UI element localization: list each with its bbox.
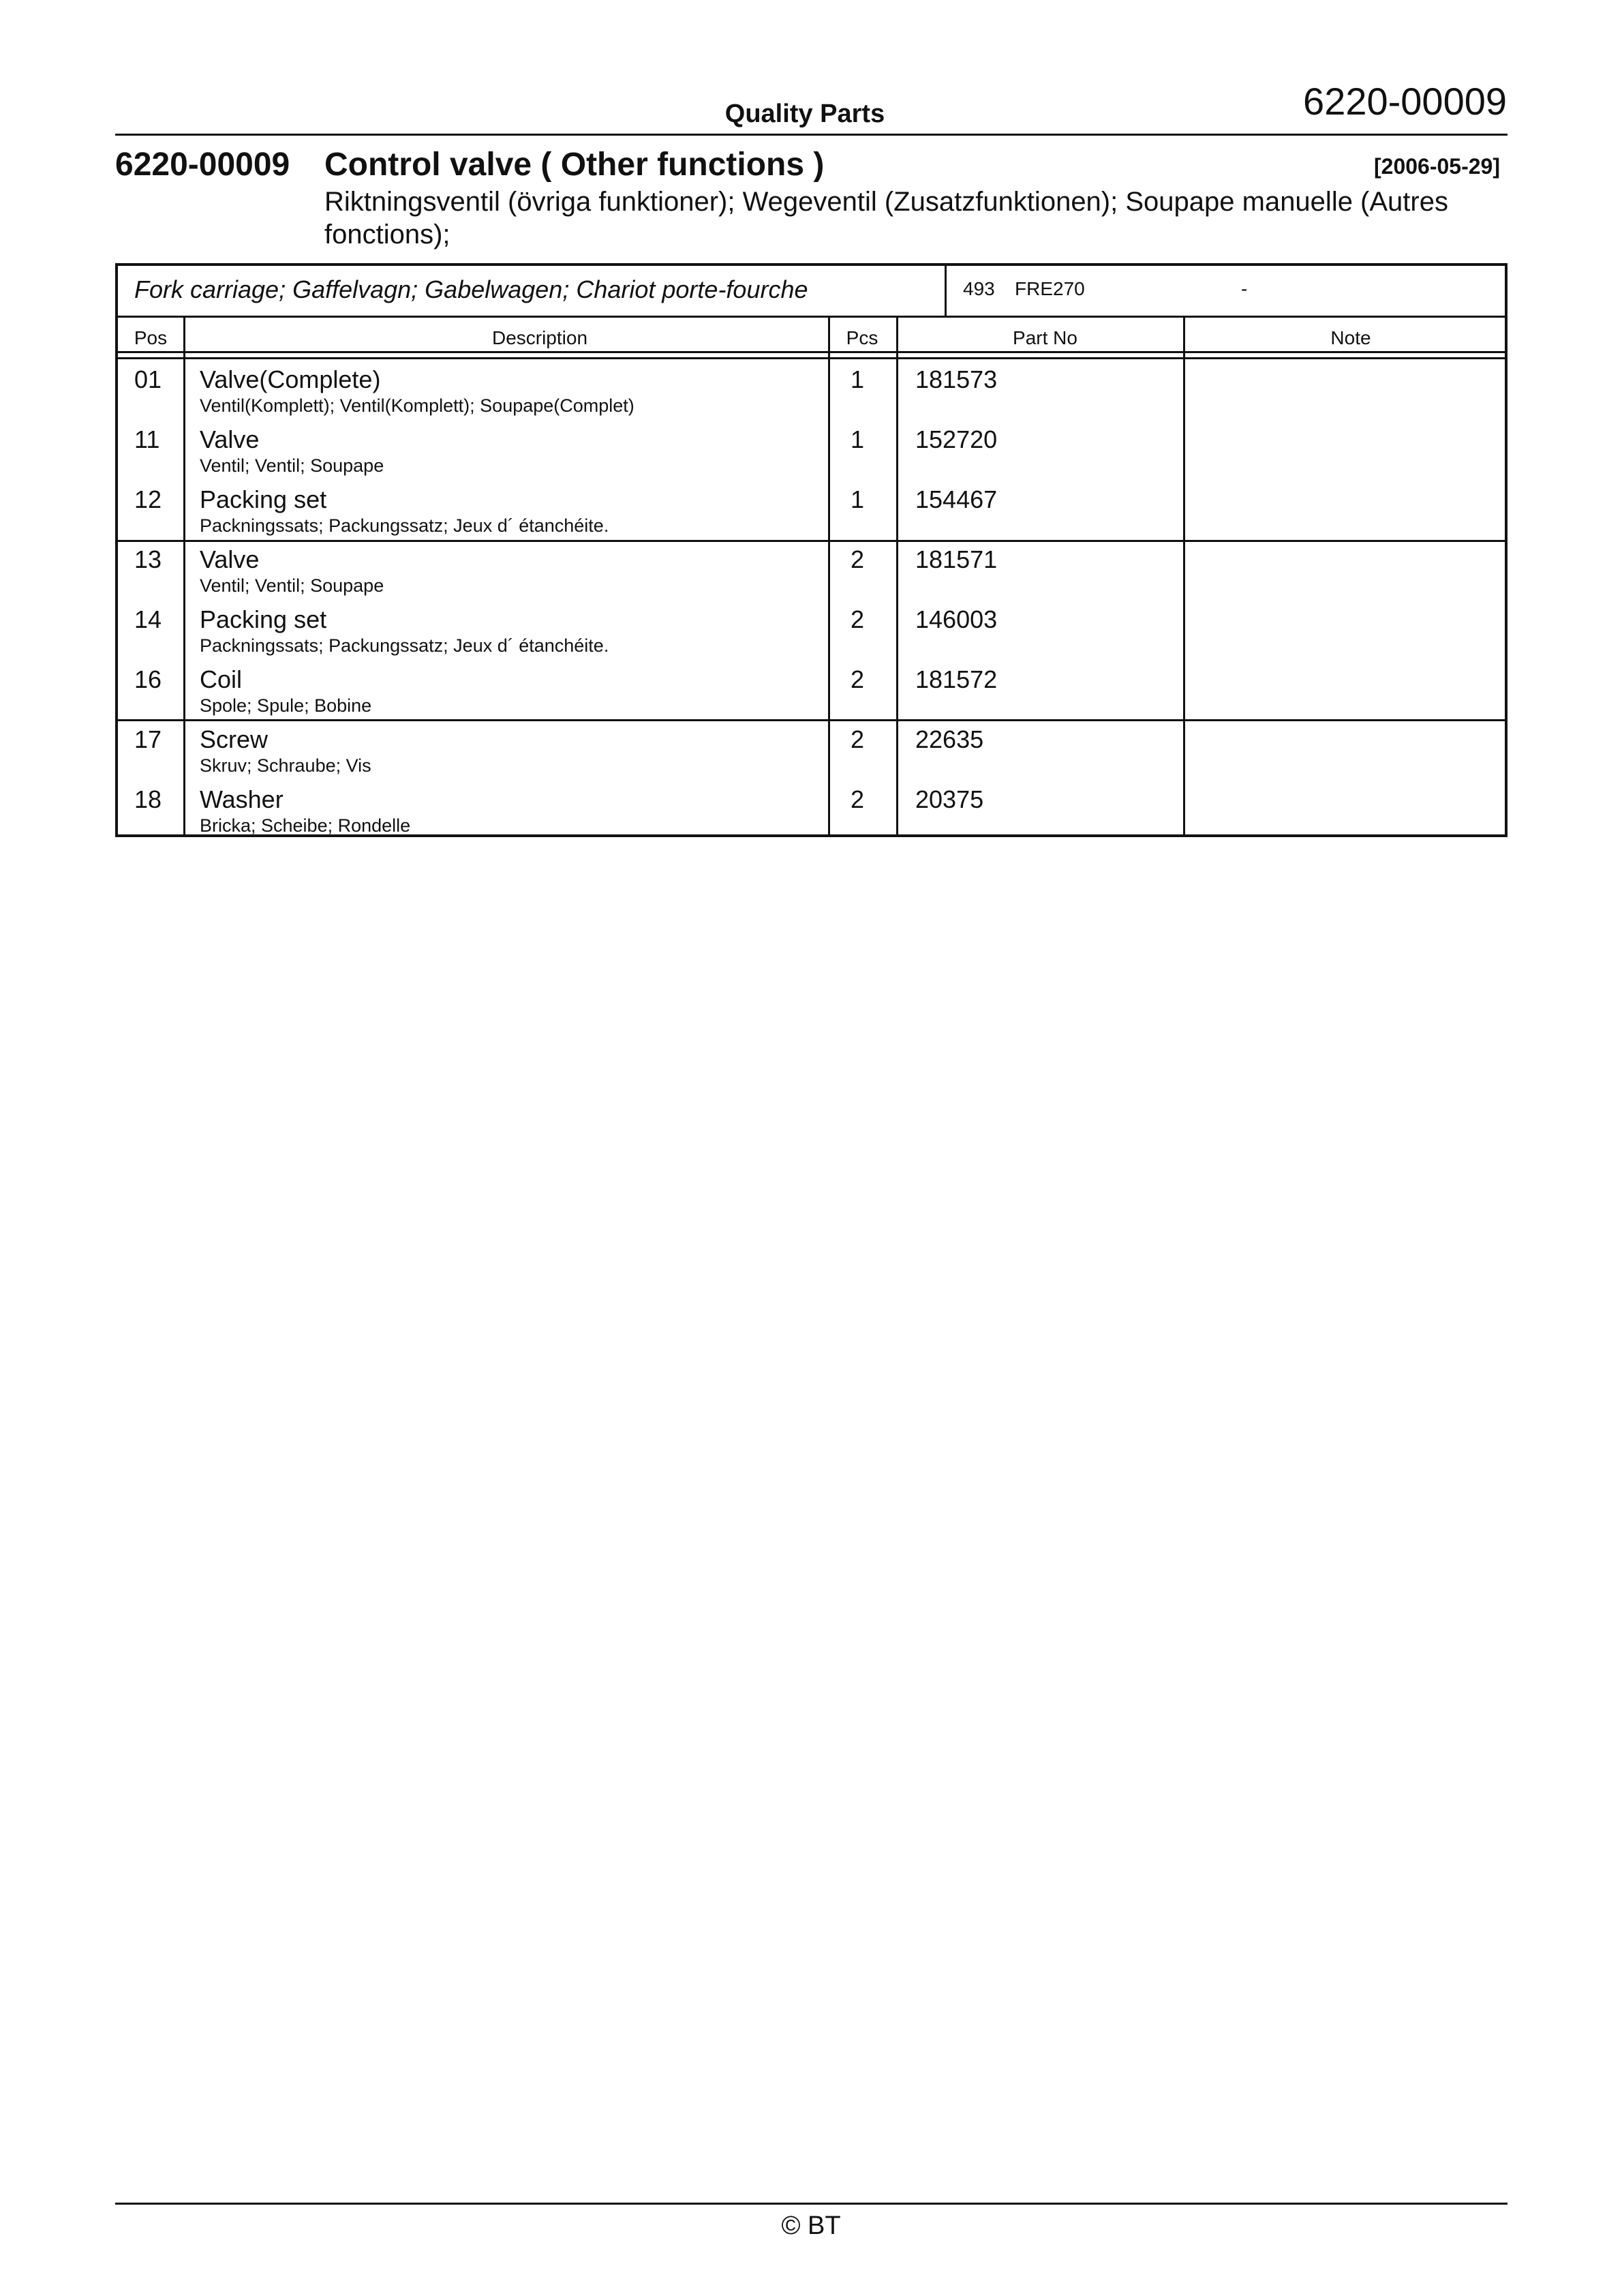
row-pos: 12	[134, 485, 162, 513]
column-header-row	[118, 318, 1505, 353]
section-name: Fork carriage; Gaffelvagn; Gabelwagen; Chariot porte-fourche	[134, 275, 808, 303]
row-description-translations: Ventil(Komplett); Ventil(Komplett); Soupape(Complet)	[200, 395, 634, 416]
row-part-no: 181571	[915, 545, 998, 573]
row-description-translations: Ventil; Ventil; Soupape	[200, 455, 384, 476]
row-pos: 16	[134, 665, 162, 693]
row-description: Valve	[200, 545, 260, 573]
header-title: Quality Parts	[724, 100, 885, 128]
row-description: Valve(Complete)	[200, 365, 381, 393]
row-pos: 11	[134, 425, 160, 453]
row-pcs: 2	[851, 605, 865, 633]
row-pos: 18	[134, 785, 162, 813]
column-header-description: Description	[491, 327, 588, 348]
footer-copyright: © BT	[781, 2211, 841, 2240]
row-description: Packing set	[200, 485, 327, 513]
document-title: Control valve ( Other functions )	[324, 147, 825, 183]
row-description: Coil	[200, 665, 243, 693]
row-description: Packing set	[200, 605, 327, 633]
row-part-no: 154467	[915, 485, 998, 513]
group-divider	[118, 719, 1505, 721]
column-header-part-no: Part No	[1013, 327, 1077, 348]
row-part-no: 181573	[915, 365, 998, 393]
row-pos: 17	[134, 725, 162, 753]
row-pcs: 2	[851, 665, 865, 693]
row-part-no: 22635	[915, 725, 984, 753]
document-date: [2006-05-29]	[1374, 154, 1500, 179]
document-subtitle: Riktningsventil (övriga funktioner); Wegeventil (Zusatzfunktionen); Soupape manuelle (Autres fonctions);	[324, 187, 1448, 250]
row-description: Valve	[200, 425, 260, 453]
header-rule	[115, 134, 1508, 136]
section-divider	[945, 266, 947, 316]
row-description-translations: Packningssats; Packungssatz; Jeux d´ étanchéite.	[200, 515, 609, 536]
row-description-translations: Ventil; Ventil; Soupape	[200, 575, 384, 596]
row-pcs: 2	[851, 785, 865, 813]
column-divider	[1183, 318, 1185, 837]
row-pos: 01	[134, 365, 162, 393]
row-description-translations: Packningssats; Packungssatz; Jeux d´ étanchéite.	[200, 635, 609, 656]
section-row	[118, 266, 1505, 318]
row-pcs: 2	[851, 725, 865, 753]
row-description: Screw	[200, 725, 269, 753]
row-pcs: 1	[851, 365, 865, 393]
column-header-pos: Pos	[134, 327, 168, 348]
column-divider	[828, 318, 830, 837]
row-pcs: 1	[851, 425, 865, 453]
document-number: 6220-00009	[115, 147, 290, 183]
column-divider	[183, 318, 185, 837]
column-divider	[896, 318, 898, 837]
footer-rule	[115, 2203, 1508, 2205]
row-description-translations: Bricka; Scheibe; Rondelle	[200, 815, 411, 836]
row-part-no: 20375	[915, 785, 984, 813]
column-header-note: Note	[1330, 327, 1371, 348]
row-description-translations: Skruv; Schraube; Vis	[200, 755, 371, 776]
row-part-no: 152720	[915, 425, 998, 453]
column-header-pcs: Pcs	[846, 327, 878, 348]
row-description: Washer	[200, 785, 284, 813]
row-pos: 14	[134, 605, 162, 633]
row-pos: 13	[134, 545, 162, 573]
section-model: FRE270	[1015, 278, 1085, 299]
row-part-no: 181572	[915, 665, 998, 693]
section-code: 493	[963, 278, 995, 299]
column-header-double-rule	[118, 357, 1505, 359]
row-pcs: 2	[851, 545, 865, 573]
row-description-translations: Spole; Spule; Bobine	[200, 695, 372, 716]
parts-table	[115, 263, 1508, 837]
row-part-no: 146003	[915, 605, 998, 633]
row-pcs: 1	[851, 485, 865, 513]
section-suffix: -	[1241, 278, 1248, 299]
group-divider	[118, 540, 1505, 542]
header-doc-number: 6220-00009	[1303, 80, 1507, 123]
